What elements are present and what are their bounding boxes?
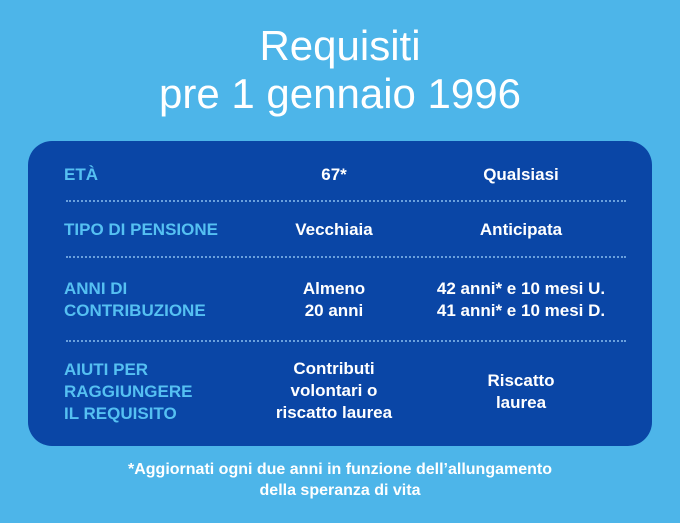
title-line-1: Requisiti [259,22,421,69]
row-divider [66,340,626,342]
row-value-anticipata-aiuti: Riscatto laurea [487,371,555,412]
row-divider [66,256,626,258]
requirements-table [28,141,652,446]
row-label-eta: ETÀ [64,165,98,184]
title-line-2: pre 1 gennaio 1996 [159,70,521,117]
row-label-aiuti: AIUTI PER RAGGIUNGERE IL REQUISITO [64,360,193,423]
row-value-vecchiaia-anni: Almeno 20 anni [302,279,366,320]
row-value-vecchiaia-eta: 67* [321,165,347,184]
row-value-anticipata-eta: Qualsiasi [483,165,559,184]
page-title [0,22,680,118]
row-value-vecchiaia-aiuti: Contributi volontari o riscatto laurea [275,359,393,422]
footnote: *Aggiornati ogni due anni in funzione dell’allungamento della speranza di vita [128,461,552,499]
row-value-vecchiaia-tipo: Vecchiaia [295,220,373,239]
row-label-tipo: TIPO DI PENSIONE [64,220,218,239]
row-label-anni: ANNI DI CONTRIBUZIONE [64,279,206,320]
row-value-anticipata-tipo: Anticipata [479,220,563,239]
row-value-anticipata-anni: 42 anni* e 10 mesi U. 41 anni* e 10 mesi D. [436,279,606,320]
row-divider [66,200,626,202]
